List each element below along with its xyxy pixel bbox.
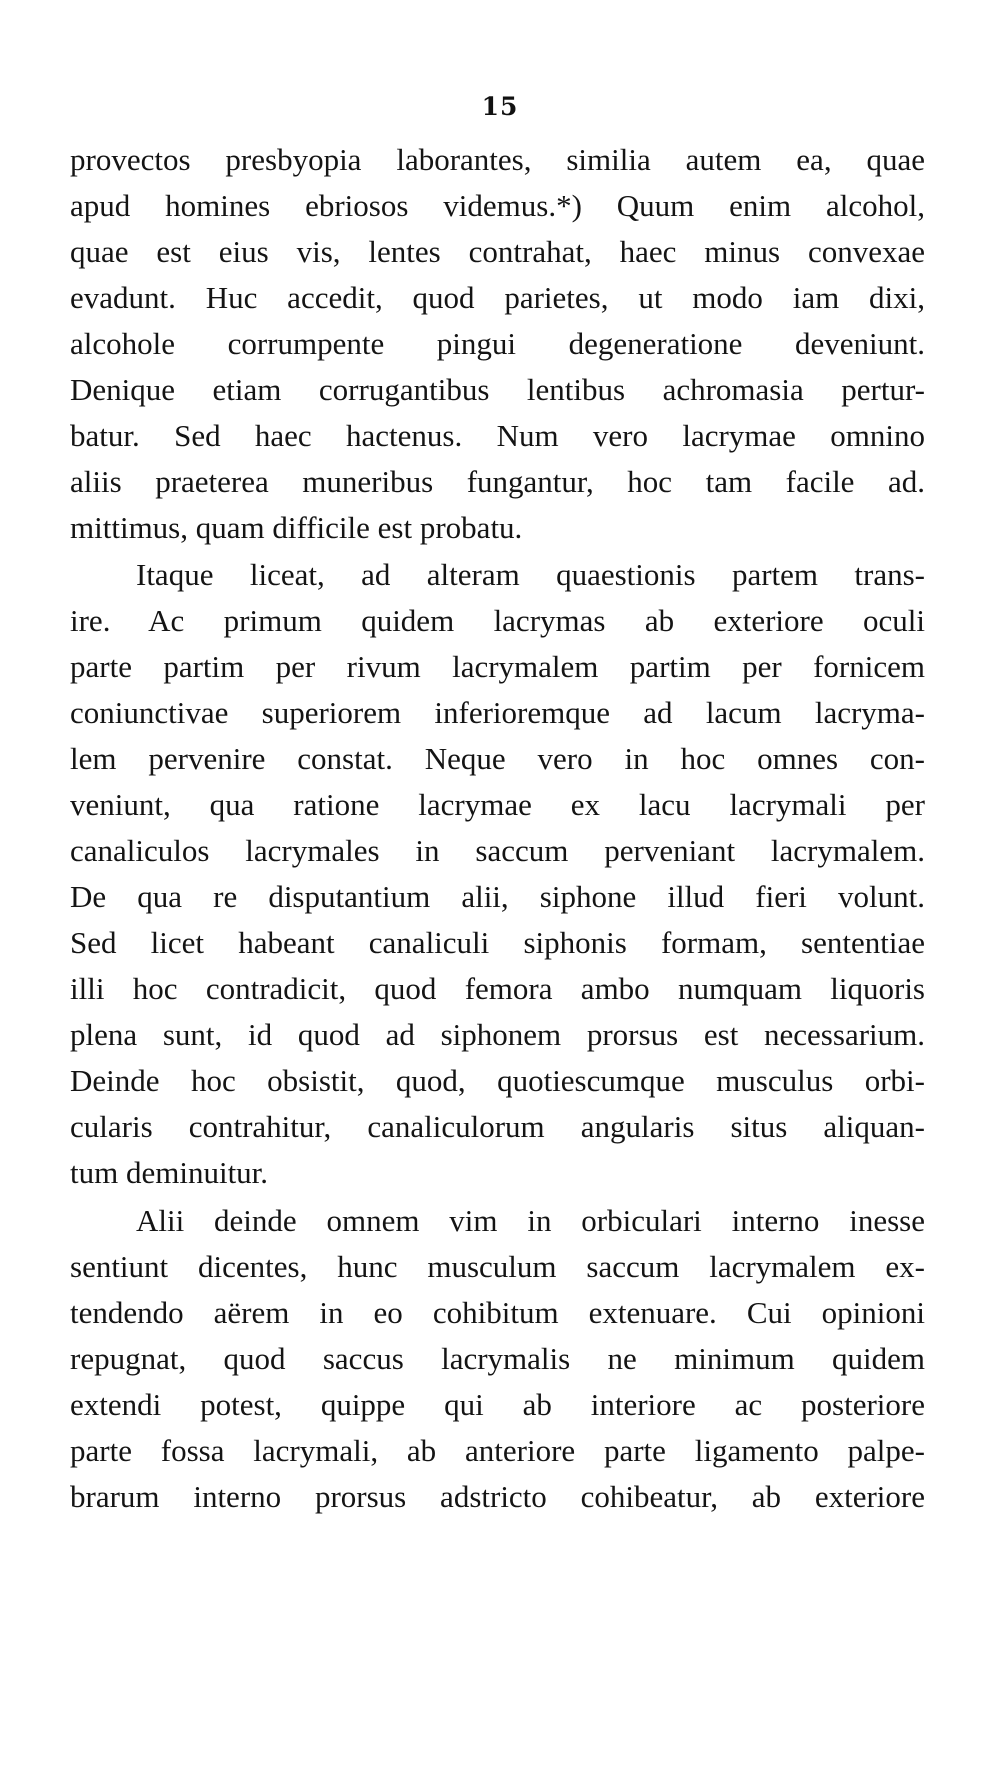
text-line: repugnat, quod saccus lacrymalis ne minimum quidem — [70, 1341, 925, 1376]
text-line: Denique etiam corrugantibus lentibus achromasia pertur- — [70, 372, 925, 407]
text-line: tendendo aërem in eo cohibitum extenuare. Cui opinioni — [70, 1295, 925, 1330]
text-line: coniunctivae superiorem inferioremque ad lacum lacryma- — [70, 695, 925, 730]
page-number: 15 — [481, 92, 519, 121]
text-line: canaliculos lacrymales in saccum perveniant lacrymalem. — [70, 833, 925, 868]
text-line: lem pervenire constat. Neque vero in hoc omnes con- — [70, 741, 925, 776]
text-line: alcohole corrumpente pingui degeneratione deveniunt. — [70, 326, 925, 361]
text-line: Alii deinde omnem vim in orbiculari interno inesse — [136, 1203, 925, 1238]
text-line: illi hoc contradicit, quod femora ambo numquam liquoris — [70, 971, 925, 1006]
text-line: evadunt. Huc accedit, quod parietes, ut modo iam dixi, — [70, 280, 925, 315]
text-line: De qua re disputantium alii, siphone illud fieri volunt. — [70, 879, 925, 914]
text-line: parte partim per rivum lacrymalem partim per fornicem — [70, 649, 925, 684]
text-line: tum deminuitur. — [70, 1155, 269, 1190]
text-line: extendi potest, quippe qui ab interiore ac posteriore — [70, 1387, 925, 1422]
text-line: provectos presbyopia laborantes, similia autem ea, quae — [70, 142, 925, 177]
text-line: sentiunt dicentes, hunc musculum saccum lacrymalem ex- — [70, 1249, 925, 1284]
text-line: veniunt, qua ratione lacrymae ex lacu lacrymali per — [70, 787, 925, 822]
text-line: mittimus, quam difficile est probatu. — [70, 510, 523, 545]
text-line: Itaque liceat, ad alteram quaestionis partem trans- — [136, 557, 925, 592]
text-line: batur. Sed haec hactenus. Num vero lacrymae omnino — [70, 418, 925, 453]
text-line: cularis contrahitur, canaliculorum angularis situs aliquan- — [70, 1109, 925, 1144]
text-line: aliis praeterea muneribus fungantur, hoc tam facile ad. — [70, 464, 925, 499]
text-line: Sed licet habeant canaliculi siphonis formam, sententiae — [70, 925, 925, 960]
text-line: quae est eius vis, lentes contrahat, haec minus convexae — [70, 234, 925, 269]
text-line: brarum interno prorsus adstricto cohibeatur, ab exteriore — [70, 1479, 925, 1514]
text-line: apud homines ebriosos videmus.*) Quum enim alcohol, — [70, 188, 925, 223]
text-line: plena sunt, id quod ad siphonem prorsus est necessarium. — [70, 1017, 925, 1052]
text-line: Deinde hoc obsistit, quod, quotiescumque musculus orbi- — [70, 1063, 925, 1098]
text-line: ire. Ac primum quidem lacrymas ab exteriore oculi — [70, 603, 925, 638]
text-line: parte fossa lacrymali, ab anteriore parte ligamento palpe- — [70, 1433, 925, 1468]
